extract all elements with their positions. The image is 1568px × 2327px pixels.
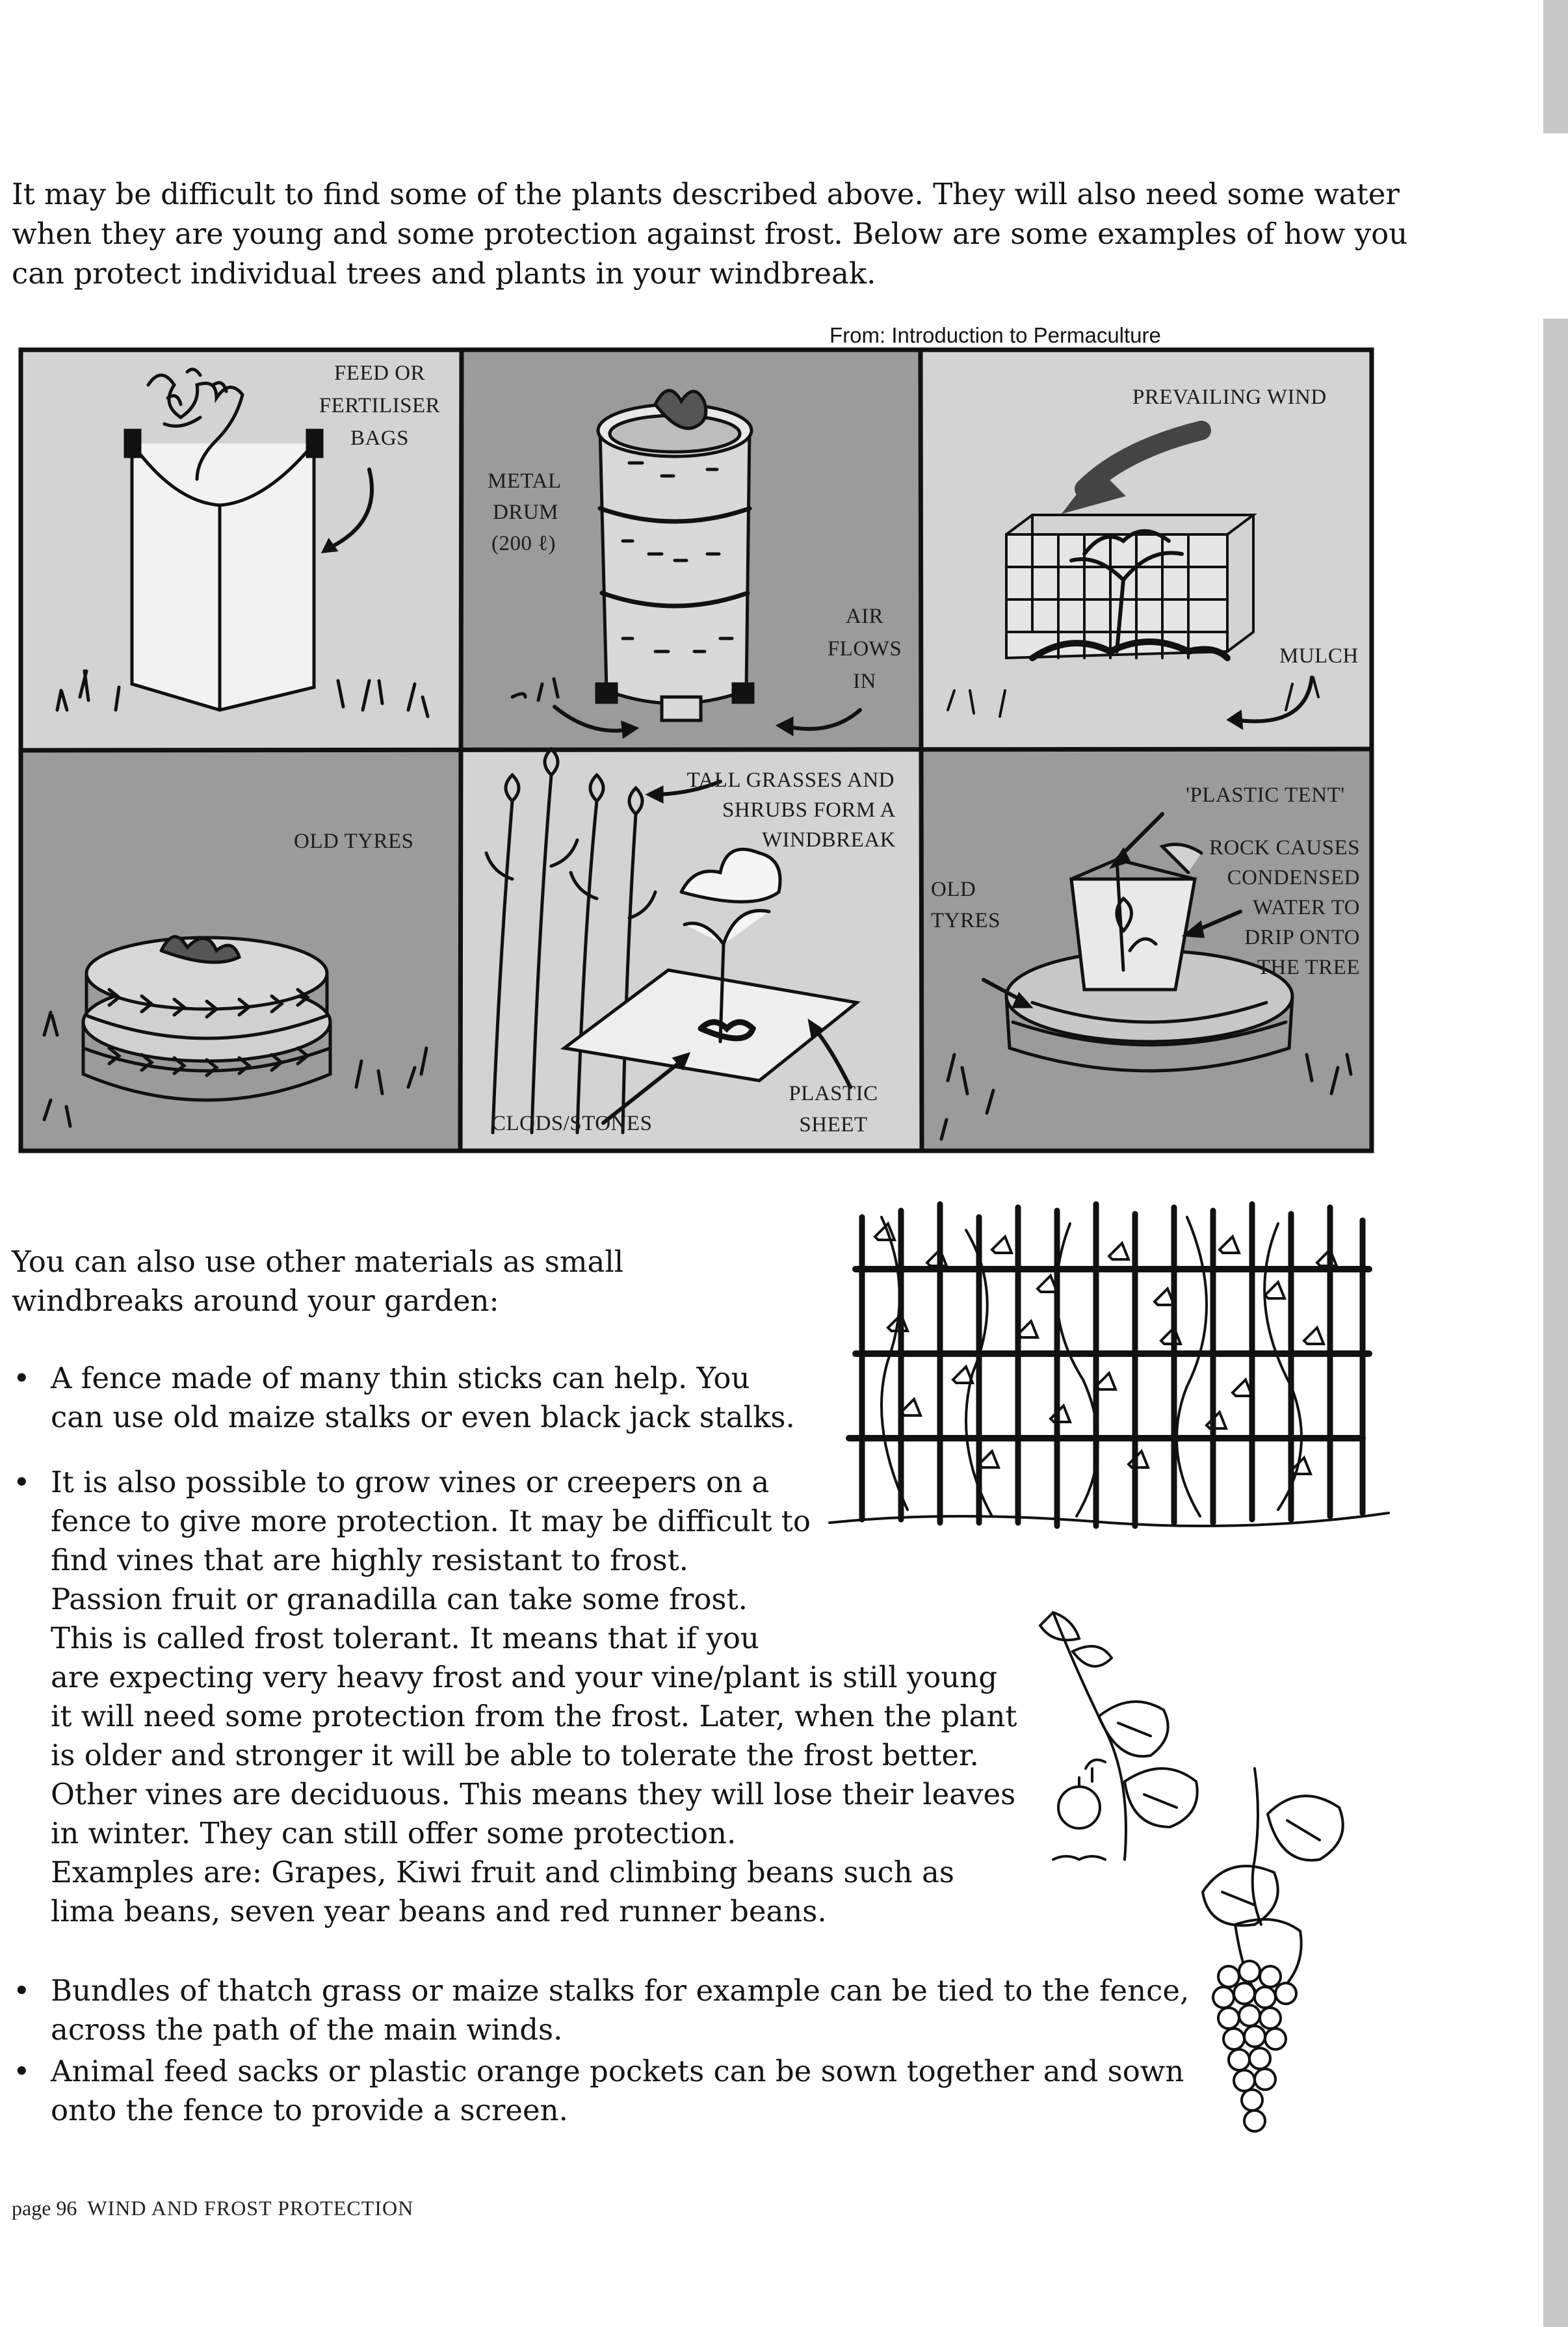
edge-tab-side <box>1543 319 1568 2327</box>
bullet-line: is older and stronger it will be able to tolerate the frost better. <box>51 1738 979 1772</box>
bullet-dot: • <box>13 2054 31 2088</box>
intro-line: It may be difficult to find some of the plants described above. They will also need some water <box>12 177 1400 211</box>
bullet-text: It is also possible to grow vines or creepers on a <box>51 1465 770 1499</box>
label-mulch: MULCH <box>1279 644 1359 668</box>
bullet-dot: • <box>13 1361 31 1395</box>
bullet-text: Bundles of thatch grass or maize stalks for example can be tied to the fence, <box>51 1973 1190 2008</box>
bullet-line: it will need some protection from the frost. Later, when the plant <box>51 1699 1017 1733</box>
bullet-line: find vines that are highly resistant to frost. <box>51 1543 688 1577</box>
label-prevailing-wind: PREVAILING WIND <box>1132 386 1327 409</box>
label-rock-causes: CONDENSED <box>1227 866 1360 889</box>
label-rock-causes: ROCK CAUSES <box>1209 836 1360 860</box>
bullet-line: are expecting very heavy frost and your vine/plant is still young <box>51 1660 998 1694</box>
bullet-line: This is called frost tolerant. It means that if you <box>51 1621 759 1655</box>
bullet-dot: • <box>13 1973 31 2008</box>
label-metal-drum: DRUM <box>493 501 559 524</box>
label-clods-stones: CLODS/STONES <box>491 1112 653 1135</box>
label-old-tyres: OLD TYRES <box>294 830 414 853</box>
page-number: page 96 <box>12 2196 77 2220</box>
label-feed-bags: FERTILISER <box>319 394 441 417</box>
label-feed-bags: FEED OR <box>333 362 426 385</box>
bullet-line: Passion fruit or granadilla can take some frost. <box>51 1582 748 1616</box>
bullet-line <box>13 1971 1190 2010</box>
bullet-line: onto the fence to provide a screen. <box>51 2093 568 2127</box>
bullet-line: in winter. They can still offer some protection. <box>51 1816 737 1850</box>
page-footer <box>12 2196 413 2220</box>
bullet-text: A fence made of many thin sticks can help. You <box>51 1361 750 1395</box>
label-metal-drum: METAL <box>488 469 562 493</box>
figure-source: From: Introduction to Permaculture <box>830 323 1161 347</box>
intro-line: can protect individual trees and plants in your windbreak. <box>12 256 876 291</box>
label-air-flows: FLOWS <box>827 637 902 661</box>
bullet-line: fence to give more protection. It may be difficult to <box>51 1504 811 1538</box>
lead-line: You can also use other materials as small <box>12 1244 624 1279</box>
bullet-line: Other vines are deciduous. This means they will lose their leaves <box>51 1777 1016 1811</box>
bullet-line: Examples are: Grapes, Kiwi fruit and climbing beans such as <box>51 1855 954 1889</box>
intro-line: when they are young and some protection against frost. Below are some examples of how you <box>12 217 1408 251</box>
bullet-line <box>13 1463 770 1502</box>
section-title: WIND AND FROST PROTECTION <box>87 2196 414 2220</box>
edge-tab-top <box>1543 0 1568 133</box>
bullet-line <box>13 2052 1184 2091</box>
label-tall-grasses: SHRUBS FORM A <box>722 798 896 822</box>
grape-illustration <box>1190 1762 1378 2152</box>
label-old-tyres-2: OLD <box>931 878 976 901</box>
label-rock-causes: THE TREE <box>1257 956 1360 979</box>
bullet-line: lima beans, seven year beans and red runner beans. <box>51 1894 827 1928</box>
label-tall-grasses: WINDBREAK <box>761 828 896 852</box>
label-air-flows: IN <box>853 670 876 693</box>
lead-line: windbreaks around your garden: <box>12 1283 499 1318</box>
bullet-line <box>13 1359 750 1398</box>
label-old-tyres-2: TYRES <box>931 909 1001 932</box>
protection-illustration <box>18 346 1374 1155</box>
label-air-flows: AIR <box>845 605 884 628</box>
label-plastic-sheet: SHEET <box>799 1113 868 1137</box>
stick-fence-illustration <box>823 1191 1395 1555</box>
label-tall-grasses: TALL GRASSES AND <box>686 769 895 792</box>
label-rock-causes: WATER TO <box>1252 896 1360 919</box>
label-feed-bags: BAGS <box>350 427 410 450</box>
label-metal-drum: (200 ℓ) <box>491 532 556 555</box>
bullet-line: can use old maize stalks or even black jack stalks. <box>51 1400 795 1434</box>
label-plastic-tent: 'PLASTIC TENT' <box>1186 783 1345 807</box>
label-plastic-sheet: PLASTIC <box>789 1082 878 1105</box>
label-rock-causes: DRIP ONTO <box>1244 926 1360 949</box>
bullet-dot: • <box>13 1465 31 1499</box>
bullet-text: Animal feed sacks or plastic orange pockets can be sown together and sown <box>51 2054 1184 2088</box>
bullet-line: across the path of the main winds. <box>51 2012 563 2047</box>
